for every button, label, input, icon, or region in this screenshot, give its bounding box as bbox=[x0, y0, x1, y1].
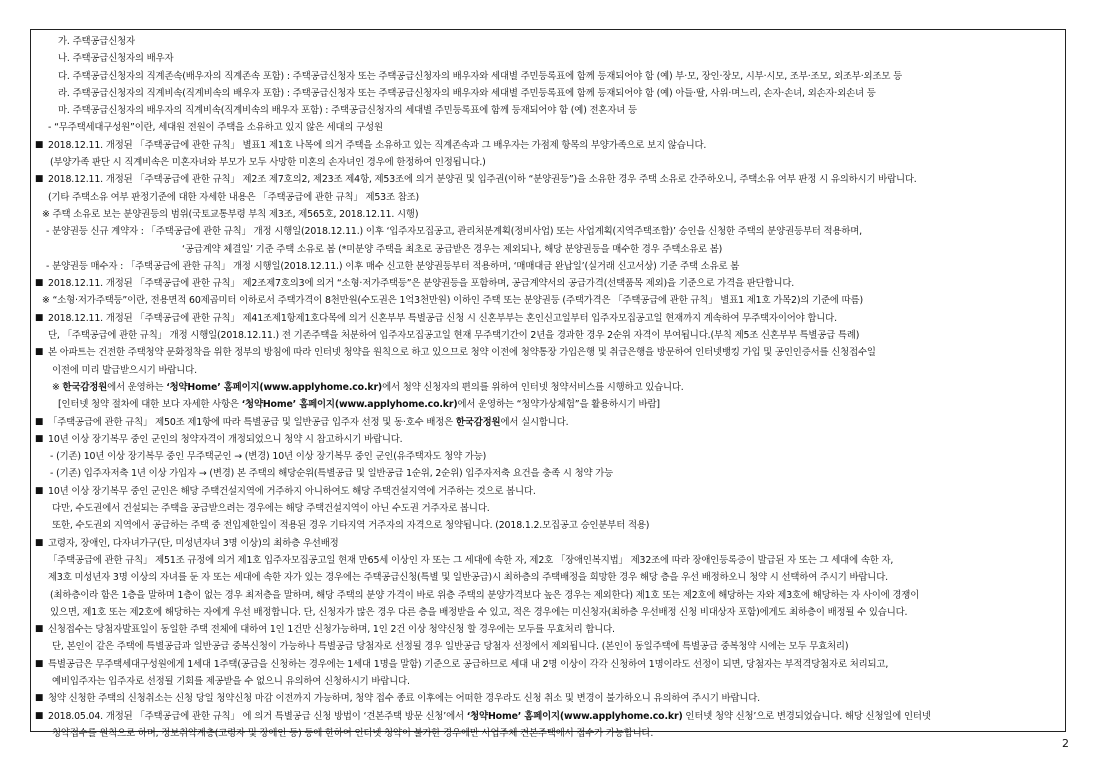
document-body bbox=[34, 33, 1061, 742]
square-bullet-icon: ■ bbox=[34, 139, 44, 150]
bullet-paragraph-line bbox=[34, 310, 1061, 327]
line-text bbox=[34, 587, 919, 604]
text-segment: 10년 이상 장기복무 중인 군인의 청약자격이 개정되었으니 청약 시 참고하시기 바랍니다. bbox=[48, 433, 403, 445]
line-text bbox=[34, 379, 684, 396]
text-segment: 마. 주택공급신청자의 배우자의 직계비속(직계비속의 배우자 포함) : 주택공급신청자의 세대별 주민등록표에 함께 등재되어야 함 (예) 전혼자녀 등 bbox=[58, 105, 637, 117]
paragraph-line bbox=[34, 604, 1061, 621]
line-text bbox=[34, 552, 893, 569]
paragraph-line bbox=[34, 448, 1061, 465]
square-bullet-icon: ■ bbox=[34, 485, 44, 496]
square-bullet-icon: ■ bbox=[34, 347, 44, 358]
paragraph-line bbox=[34, 465, 1061, 482]
square-bullet-icon: ■ bbox=[34, 416, 44, 427]
text-segment: [인터넷 청약 절차에 대한 보다 자세한 사항은 bbox=[58, 399, 242, 411]
text-segment: ※ “소형·저가주택등”이란, 전용면적 60제곱미터 이하로서 주택가격이 8천만원(수도권은 1억3천만원) 이하인 주택 또는 분양권등 (주택가격은 「주택공급에 관한 규칙」 별표1 제1호 가목2)의 기준에 따름) bbox=[42, 295, 863, 307]
text-segment: 인터넷 청약 신청’으로 변경되었습니다. 해당 신청일에 인터넷 bbox=[682, 710, 931, 722]
line-text bbox=[34, 102, 637, 119]
line-text bbox=[34, 362, 197, 379]
text-segment: - 분양권등 신규 계약자 : 「주택공급에 관한 규칙」 개정 시행일(2018.12.11.) 이후 ‘입주자모집공고, 관리처분계획(정비사업) 또는 사업계획(지역주택조합)’ 승인을 신청한 주택의 분양권등부터 적용하며, bbox=[46, 226, 862, 238]
line-text bbox=[34, 241, 722, 258]
paragraph-line bbox=[34, 517, 1061, 534]
line-text bbox=[34, 535, 339, 552]
line-text bbox=[34, 310, 837, 327]
text-segment: 있으면, 제1호 또는 제2호에 해당하는 자에게 우선 배정합니다. 단, 신청자가 많은 경우 다른 층을 배정받을 수 있고, 적은 경우에는 미신청자(최하층 우선배정 신청 비대상자 포함)에게도 최하층이 배정될 수 있습니다. bbox=[50, 606, 908, 618]
paragraph-line bbox=[34, 638, 1061, 655]
line-text bbox=[34, 673, 410, 690]
text-segment: 다만, 수도권에서 건설되는 주택을 공급받으려는 경우에는 해당 주택건설지역이 아닌 수도권 거주자로 봅니다. bbox=[52, 503, 490, 515]
text-segment: - (기존) 10년 이상 장기복무 중인 무주택군인 → (변경) 10년 이상 장기복무 중인 군인(유주택자도 청약 가능) bbox=[50, 451, 487, 463]
emphasized-text: ‘청약Home’ 홈페이지(www.applyhome.co.kr) bbox=[241, 399, 458, 411]
emphasized-text: ‘청약Home’ 홈페이지(www.applyhome.co.kr) bbox=[466, 710, 683, 722]
text-segment: ※ bbox=[52, 381, 63, 393]
paragraph-line bbox=[34, 362, 1061, 379]
paragraph-line bbox=[34, 258, 1061, 275]
line-text bbox=[34, 500, 490, 517]
text-segment: 청약접수를 원칙으로 하며, 정보취약계층(고령자 및 장애인 등) 등에 한하여 인터넷 청약이 불가한 경우에만 사업주체 견본주택에서 접수가 가능합니다. bbox=[52, 727, 654, 739]
paragraph-line bbox=[34, 50, 1061, 67]
text-segment: 에서 청약 신청자의 편의를 위하여 인터넷 청약서비스를 시행하고 있습니다. bbox=[382, 381, 684, 393]
paragraph-line bbox=[34, 85, 1061, 102]
text-segment: (부양가족 판단 시 직계비속은 미혼자녀와 부모가 모두 사망한 미혼의 손자녀인 경우에 한정하여 인정됩니다.) bbox=[50, 157, 486, 169]
line-text bbox=[34, 725, 653, 742]
square-bullet-icon: ■ bbox=[34, 658, 44, 669]
bullet-paragraph-line bbox=[34, 431, 1061, 448]
bullet-paragraph-line bbox=[34, 708, 1061, 725]
paragraph-line bbox=[34, 587, 1061, 604]
square-bullet-icon: ■ bbox=[34, 312, 44, 323]
line-text bbox=[34, 396, 660, 413]
text-segment: - “무주택세대구성원”이란, 세대원 전원이 주택을 소유하고 있지 않은 세대의 구성원 bbox=[48, 122, 383, 134]
text-segment: 「주택공급에 관한 규칙」 제51조 규정에 의거 제1호 입주자모집공고일 현재 만65세 이상인 자 또는 그 세대에 속한 자, 제2호 「장애인복지법」 제32조에 따라 장애인등록증이 발급된 자 또는 그 세대에 속한 자, bbox=[48, 554, 894, 566]
line-text bbox=[34, 171, 917, 188]
paragraph-line bbox=[34, 206, 1061, 223]
line-text bbox=[34, 223, 862, 240]
text-segment: 「주택공급에 관한 규칙」 제50조 제1항에 따라 특별공급 및 일반공급 입주자 선정 및 동·호수 배정은 bbox=[48, 416, 456, 428]
paragraph-line bbox=[34, 379, 1061, 396]
square-bullet-icon: ■ bbox=[34, 624, 44, 635]
text-segment: 청약 신청한 주택의 신청취소는 신청 당일 청약신청 마감 이전까지 가능하며, 청약 접수 종료 이후에는 어떠한 경우라도 신청 취소 및 변경이 불가하오니 유의하여 주시기 바랍니다. bbox=[48, 693, 761, 705]
text-segment: 이전에 미리 발급받으시기 바랍니다. bbox=[52, 364, 197, 376]
paragraph-line bbox=[34, 223, 1061, 240]
text-segment: 제3호 미성년자 3명 이상의 자녀를 둔 자 또는 세대에 속한 자가 있는 경우에는 주택공급신청(특별 및 일반공급)시 최하층의 주택배정을 희망한 경우 해당 층을 우선 배정하오니 청약 시 선택하여 주시기 바랍니다. bbox=[48, 572, 888, 584]
paragraph-line bbox=[34, 189, 1061, 206]
text-segment: 에서 운영하는 “청약가상체험”을 활용하시기 바람] bbox=[457, 399, 660, 411]
text-segment: - (기존) 입주자저축 1년 이상 가입자 → (변경) 본 주택의 해당순위(특별공급 및 일반공급 1순위, 2순위) 입주자저축 요건을 충족 시 청약 가능 bbox=[50, 468, 614, 480]
line-text bbox=[34, 483, 536, 500]
line-text bbox=[34, 517, 649, 534]
line-text bbox=[34, 465, 613, 482]
bullet-paragraph-line bbox=[34, 275, 1061, 292]
line-text bbox=[34, 137, 706, 154]
text-segment: ‘공급계약 체결일’ 기준 주택 소유로 봄 (*미분양 주택을 최초로 공급받은 경우는 제외되나, 해당 분양권등을 매수한 경우 주택소유로 봄) bbox=[182, 243, 723, 255]
line-text bbox=[34, 431, 402, 448]
paragraph-line bbox=[34, 725, 1061, 742]
text-segment: 2018.12.11. 개정된 「주택공급에 관한 규칙」 별표1 제1호 나목에 의거 주택을 소유하고 있는 직계존속과 그 배우자는 가점제 항목의 부양가족으로 보지 않습니다. bbox=[48, 139, 707, 151]
text-segment: 에서 실시합니다. bbox=[500, 416, 569, 428]
square-bullet-icon: ■ bbox=[34, 433, 44, 444]
line-text bbox=[34, 708, 931, 725]
line-text bbox=[34, 33, 135, 50]
paragraph-line bbox=[34, 327, 1061, 344]
text-segment: (최하층이라 함은 1층을 말하며 1층이 없는 경우 최저층을 말하며, 해당 주택의 분양 가격이 바로 위층 주택의 분양가격보다 높은 경우는 제외한다) 제1호 또는 제2호에 해당하는 자와 제3호에 해당하는 자 사이에 경쟁이 bbox=[50, 589, 920, 601]
line-text bbox=[34, 656, 888, 673]
paragraph-line bbox=[34, 241, 1061, 258]
line-text bbox=[34, 189, 419, 206]
emphasized-text: 한국감정원 bbox=[62, 381, 108, 393]
line-text bbox=[34, 275, 794, 292]
line-text bbox=[34, 68, 902, 85]
paragraph-line bbox=[34, 68, 1061, 85]
text-segment: 단, 「주택공급에 관한 규칙」 개정 시행일(2018.12.11.) 전 기존주택을 처분하여 입주자모집공고일 현재 무주택기간이 2년을 경과한 경우 2순위 자격이 부여됩니다.(부칙 제5조 신혼부부 특별공급 특례) bbox=[48, 330, 860, 342]
text-segment: 다. 주택공급신청자의 직계존속(배우자의 직계존속 포함) : 주택공급신청자 또는 주택공급신청자의 배우자와 세대별 주민등록표에 함께 등재되어야 함 (예) 부·모, 장인·장모, 시부·시모, 조부·조모, 외조부·외조모 등 bbox=[58, 70, 902, 82]
bullet-paragraph-line bbox=[34, 483, 1061, 500]
line-text bbox=[34, 50, 173, 67]
text-segment: 가. 주택공급신청자 bbox=[58, 36, 135, 47]
text-segment: 2018.05.04. 개정된 「주택공급에 관한 규칙」 에 의거 특별공급 신청 방법이 ‘견본주택 방문 신청’에서 bbox=[48, 710, 467, 722]
paragraph-line bbox=[34, 102, 1061, 119]
line-text bbox=[34, 569, 888, 586]
paragraph-line bbox=[34, 33, 1061, 50]
bullet-paragraph-line bbox=[34, 621, 1061, 638]
text-segment: 라. 주택공급신청자의 직계비속(직계비속의 배우자 포함) : 주택공급신청자 또는 주택공급신청자의 배우자와 세대별 주민등록표에 함께 등재되어야 함 (예) 아들·딸, 사위·며느리, 손자·손녀, 외손자·외손녀 등 bbox=[58, 87, 876, 99]
line-text bbox=[34, 85, 876, 102]
line-text bbox=[34, 327, 859, 344]
text-segment: 고령자, 장애인, 다자녀가구(단, 미성년자녀 3명 이상)의 최하층 우선배정 bbox=[48, 537, 339, 549]
paragraph-line bbox=[34, 552, 1061, 569]
text-segment: - 분양권등 매수자 : 「주택공급에 관한 규칙」 개정 시행일(2018.12.11.) 이후 매수 신고한 분양권등부터 적용하며, ‘매매대금 완납일’(실거래 신고서상) 기준 주택 소유로 봄 bbox=[46, 260, 740, 272]
text-segment: 2018.12.11. 개정된 「주택공급에 관한 규칙」 제2조제7호의3에 의거 “소형·저가주택등”은 분양권등을 포함하며, 공급계약서의 공급가격(선택품목 제외)을 기준으로 가격을 판단합니다. bbox=[48, 278, 795, 290]
text-segment: 단, 본인이 같은 주택에 특별공급과 일반공급 중복신청이 가능하나 특별공급 당첨자로 선정될 경우 일반공급 당첨자 선정에서 제외됩니다. (본인이 동일주택에 특별공급 중복청약 시에는 모두 무효처리) bbox=[52, 641, 849, 653]
paragraph-line bbox=[34, 154, 1061, 171]
text-segment: 신청접수는 당첨자발표일이 동일한 주택 전체에 대하여 1인 1건만 신청가능하며, 1인 2건 이상 청약신청 할 경우에는 모두를 무효처리 합니다. bbox=[48, 624, 615, 636]
line-text bbox=[34, 448, 486, 465]
emphasized-text: ‘청약Home’ 홈페이지(www.applyhome.co.kr) bbox=[166, 381, 383, 393]
paragraph-line bbox=[34, 569, 1061, 586]
page-number: 2 bbox=[1062, 737, 1069, 750]
line-text bbox=[34, 344, 876, 361]
document-frame bbox=[30, 29, 1066, 739]
text-segment: 본 아파트는 건전한 주택청약 문화정착을 위한 정부의 방침에 따라 인터넷 청약을 원칙으로 하고 있으므로 청약 이전에 청약통장 가입은행 및 취급은행을 방문하여 인터넷뱅킹 가입 및 공인인증서를 신청접수일 bbox=[48, 347, 876, 359]
line-text bbox=[34, 604, 907, 621]
line-text bbox=[34, 638, 848, 655]
square-bullet-icon: ■ bbox=[34, 278, 44, 289]
bullet-paragraph-line bbox=[34, 690, 1061, 707]
text-segment: 2018.12.11. 개정된 「주택공급에 관한 규칙」 제41조제1항제1호다목에 의거 신혼부부 특별공급 신청 시 신혼부부는 혼인신고일부터 입주자모집공고일 현재까지 계속하여 무주택자이어야 합니다. bbox=[48, 312, 837, 324]
bullet-paragraph-line bbox=[34, 171, 1061, 188]
line-text bbox=[34, 621, 615, 638]
text-segment: 예비입주자는 입주자로 선정될 기회를 제공받을 수 없으니 유의하여 신청하시기 바랍니다. bbox=[52, 675, 410, 687]
paragraph-line bbox=[34, 673, 1061, 690]
text-segment: 또한, 수도권외 지역에서 공급하는 주택 중 전입제한일이 적용된 경우 기타지역 거주자의 자격으로 청약됩니다. (2018.1.2.모집공고 승인분부터 적용) bbox=[52, 520, 650, 532]
square-bullet-icon: ■ bbox=[34, 693, 44, 704]
line-text bbox=[34, 414, 568, 431]
paragraph-line bbox=[34, 500, 1061, 517]
line-text bbox=[34, 206, 418, 223]
line-text bbox=[34, 154, 486, 171]
square-bullet-icon: ■ bbox=[34, 710, 44, 721]
line-text bbox=[34, 292, 863, 309]
text-segment: ※ 주택 소유로 보는 분양권등의 범위(국토교통부령 부칙 제3조, 제565호, 2018.12.11. 시행) bbox=[42, 208, 419, 220]
emphasized-text: 한국감정원 bbox=[455, 416, 501, 428]
bullet-paragraph-line bbox=[34, 137, 1061, 154]
text-segment: 특별공급은 무주택세대구성원에게 1세대 1주택(공급을 신청하는 경우에는 1세대 1명을 말함) 기준으로 공급하므로 세대 내 2명 이상이 각각 신청하여 1명이라도 선정이 되면, 당첨자는 부적격당첨자로 처리되고, bbox=[48, 658, 889, 670]
text-segment: 10년 이상 장기복무 중인 군인은 해당 주택건설지역에 거주하지 아니하여도 해당 주택건설지역에 거주하는 것으로 봅니다. bbox=[48, 485, 536, 497]
text-segment: 나. 주택공급신청자의 배우자 bbox=[58, 53, 174, 65]
paragraph-line bbox=[34, 292, 1061, 309]
paragraph-line bbox=[34, 396, 1061, 413]
text-segment: 에서 운영하는 bbox=[107, 381, 167, 393]
bullet-paragraph-line bbox=[34, 535, 1061, 552]
text-segment: (기타 주택소유 여부 판정기준에 대한 자세한 내용은 「주택공급에 관한 규칙」 제53조 참조) bbox=[48, 191, 420, 203]
square-bullet-icon: ■ bbox=[34, 174, 44, 185]
bullet-paragraph-line bbox=[34, 344, 1061, 361]
text-segment: 2018.12.11. 개정된 「주택공급에 관한 규칙」 제2조 제7호의2, 제23조 제4항, 제53조에 의거 분양권 및 입주권(이하 “분양권등”)을 소유한 경우 주택 소유로 간주하오니, 주택소유 여부 판정 시 유의하시기 바랍니다. bbox=[48, 174, 917, 186]
square-bullet-icon: ■ bbox=[34, 537, 44, 548]
line-text bbox=[34, 119, 383, 136]
paragraph-line bbox=[34, 119, 1061, 136]
line-text bbox=[34, 690, 760, 707]
bullet-paragraph-line bbox=[34, 656, 1061, 673]
line-text bbox=[34, 258, 739, 275]
bullet-paragraph-line bbox=[34, 414, 1061, 431]
